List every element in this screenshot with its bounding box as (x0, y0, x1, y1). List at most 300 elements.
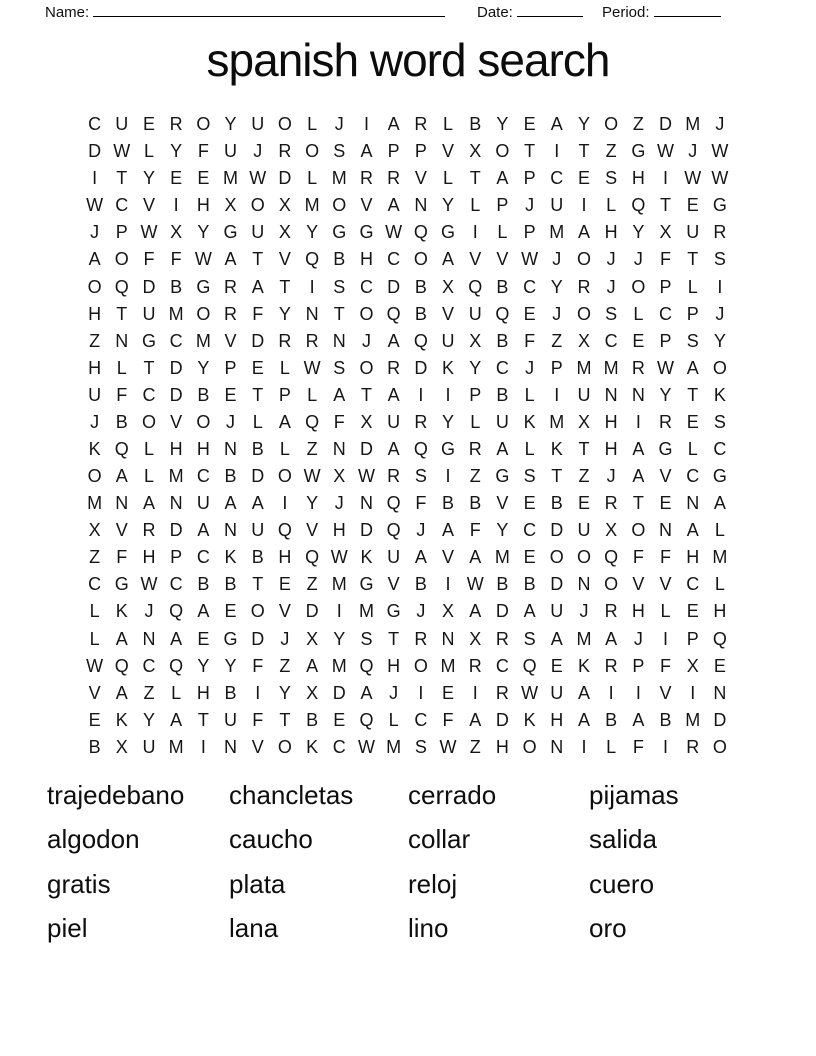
grid-letter: K (442, 357, 455, 378)
grid-letter: J (389, 682, 399, 703)
grid-letter: I (282, 493, 288, 514)
grid-letter: Z (143, 682, 155, 703)
grid-letter: J (715, 303, 725, 324)
grid-letter: C (169, 574, 183, 595)
grid-letter: W (521, 249, 539, 270)
grid-letter: Z (306, 574, 318, 595)
grid-letter: C (142, 384, 156, 405)
grid-letter: M (576, 357, 592, 378)
grid-letter: K (523, 709, 536, 730)
grid-letter: D (169, 520, 183, 541)
grid-letter: C (115, 195, 129, 216)
grid-letter: M (494, 547, 510, 568)
grid-letter: K (115, 709, 128, 730)
grid-letter: V (360, 195, 373, 216)
grid-letter: W (657, 141, 675, 162)
grid-letter: L (524, 438, 535, 459)
grid-letter: Y (469, 357, 482, 378)
grid-letter: L (143, 141, 154, 162)
grid-letter: B (251, 438, 264, 459)
grid-letter: I (472, 222, 478, 243)
word-bank-item: lana (229, 913, 279, 944)
grid-letter: Q (522, 655, 537, 676)
word-bank-item: caucho (229, 824, 313, 855)
grid-letter: J (144, 601, 154, 622)
grid-letter: M (168, 466, 184, 487)
grid-letter: S (333, 276, 346, 297)
grid-letter: H (713, 601, 727, 622)
grid-letter: J (525, 195, 535, 216)
grid-letter: M (331, 168, 347, 189)
grid-letter: Y (278, 303, 291, 324)
grid-letter: F (143, 249, 155, 270)
grid-letter: U (495, 411, 509, 432)
grid-letter: A (550, 114, 563, 135)
grid-letter: H (196, 195, 210, 216)
grid-letter: T (578, 141, 590, 162)
grid-letter: E (523, 547, 536, 568)
grid-letter: D (550, 520, 564, 541)
grid-letter: B (496, 384, 509, 405)
grid-letter: Y (713, 330, 726, 351)
grid-letter: T (333, 303, 345, 324)
grid-letter: K (360, 547, 373, 568)
grid-letter: Y (142, 168, 155, 189)
grid-letter: O (196, 411, 211, 432)
grid-letter: I (336, 601, 342, 622)
grid-letter: L (89, 601, 100, 622)
grid-letter: H (332, 520, 346, 541)
grid-letter: O (141, 411, 156, 432)
grid-letter: V (659, 466, 672, 487)
grid-letter: P (686, 628, 699, 649)
grid-letter: C (604, 330, 618, 351)
grid-letter: A (442, 249, 455, 270)
grid-letter: U (577, 520, 591, 541)
grid-letter: S (333, 357, 346, 378)
grid-letter: O (604, 574, 619, 595)
grid-letter: X (469, 628, 482, 649)
grid-letter: A (632, 438, 645, 459)
grid-letter: B (414, 276, 427, 297)
period-field (602, 2, 721, 21)
grid-letter: W (140, 222, 158, 243)
grid-letter: C (142, 655, 156, 676)
grid-letter: A (577, 222, 590, 243)
grid-letter: W (303, 466, 321, 487)
grid-letter: B (197, 574, 210, 595)
grid-letter: S (713, 411, 726, 432)
word-bank-item: chancletas (229, 779, 354, 810)
grid-letter: A (469, 601, 482, 622)
grid-letter: Z (551, 330, 563, 351)
grid-letter: R (278, 330, 292, 351)
grid-letter: O (413, 249, 428, 270)
grid-letter: P (632, 655, 645, 676)
grid-letter: A (577, 682, 590, 703)
grid-letter: Q (386, 520, 401, 541)
grid-letter: D (305, 601, 319, 622)
grid-letter: F (524, 330, 536, 351)
grid-letter: E (170, 168, 183, 189)
grid-letter: Z (578, 466, 590, 487)
grid-letter: I (663, 168, 669, 189)
grid-letter: O (631, 520, 646, 541)
grid-letter: K (88, 438, 101, 459)
grid-letter: A (170, 628, 183, 649)
grid-letter: B (414, 574, 427, 595)
grid-letter: N (359, 493, 373, 514)
grid-letter: E (197, 628, 210, 649)
grid-letter: W (86, 195, 104, 216)
grid-letter: B (251, 547, 264, 568)
grid-letter: S (414, 466, 427, 487)
grid-letter: J (579, 601, 589, 622)
grid-letter: K (224, 547, 237, 568)
grid-letter: E (251, 357, 264, 378)
grid-letter: V (414, 168, 427, 189)
grid-letter: Y (442, 411, 455, 432)
grid-letter: A (632, 466, 645, 487)
grid-letter: X (278, 195, 291, 216)
grid-letter: F (442, 709, 454, 730)
grid-letter: E (686, 411, 699, 432)
grid-letter: R (387, 168, 401, 189)
grid-letter: C (523, 276, 537, 297)
grid-letter: U (441, 330, 455, 351)
grid-letter: S (523, 466, 536, 487)
grid-letter: D (169, 384, 183, 405)
grid-letter: X (360, 411, 373, 432)
grid-letter: Z (279, 655, 291, 676)
grid-letter: G (712, 466, 727, 487)
grid-letter: H (196, 682, 210, 703)
grid-letter: I (445, 466, 451, 487)
grid-letter: C (332, 736, 346, 757)
grid-letter: S (605, 168, 618, 189)
grid-letter: G (332, 222, 347, 243)
grid-letter: B (496, 276, 509, 297)
grid-letter: H (604, 222, 618, 243)
grid-letter: O (87, 466, 102, 487)
grid-letter: I (635, 411, 641, 432)
grid-letter: L (714, 520, 725, 541)
grid-letter: F (116, 547, 128, 568)
grid-letter: F (660, 655, 672, 676)
grid-letter: G (441, 222, 456, 243)
grid-letter: L (497, 222, 508, 243)
grid-letter: N (115, 493, 129, 514)
grid-letter: W (439, 736, 457, 757)
grid-letter: U (142, 736, 156, 757)
grid-letter: H (196, 438, 210, 459)
grid-letter: G (712, 195, 727, 216)
grid-letter: E (278, 574, 291, 595)
grid-letter: A (360, 682, 373, 703)
grid-letter: L (660, 601, 671, 622)
grid-letter: C (686, 466, 700, 487)
grid-letter: G (223, 628, 238, 649)
grid-letter: W (385, 222, 403, 243)
grid-letter: L (116, 357, 127, 378)
grid-letter: M (331, 655, 347, 676)
grid-letter: B (224, 466, 237, 487)
grid-letter: V (442, 303, 455, 324)
grid-letter: B (333, 249, 346, 270)
grid-letter: A (306, 655, 319, 676)
grid-letter: G (114, 574, 129, 595)
grid-letter: I (554, 141, 560, 162)
grid-letter: V (659, 682, 672, 703)
grid-letter: U (251, 114, 265, 135)
grid-letter: F (116, 384, 128, 405)
grid-letter: L (252, 411, 263, 432)
grid-letter: A (387, 384, 400, 405)
grid-letter: M (685, 709, 701, 730)
grid-letter: W (711, 168, 729, 189)
grid-letter: G (359, 574, 374, 595)
grid-letter: F (197, 141, 209, 162)
grid-letter: U (224, 709, 238, 730)
grid-letter: T (360, 384, 372, 405)
grid-letter: V (306, 520, 319, 541)
grid-letter: P (469, 384, 482, 405)
grid-letter: V (469, 249, 482, 270)
grid-letter: Q (169, 655, 184, 676)
grid-letter: T (524, 141, 536, 162)
grid-letter: Q (277, 520, 292, 541)
grid-letter: Z (306, 438, 318, 459)
grid-letter: Q (468, 276, 483, 297)
grid-letter: G (631, 141, 646, 162)
grid-letter: A (197, 520, 210, 541)
grid-letter: O (114, 249, 129, 270)
grid-letter: B (605, 709, 618, 730)
grid-letter: A (387, 114, 400, 135)
grid-letter: E (523, 114, 536, 135)
grid-letter: I (663, 628, 669, 649)
grid-letter: Y (632, 222, 645, 243)
grid-letter: N (686, 493, 700, 514)
grid-letter: T (116, 168, 128, 189)
grid-letter: P (170, 547, 183, 568)
grid-letter: A (197, 601, 210, 622)
grid-letter: X (306, 682, 319, 703)
grid-letter: U (251, 520, 265, 541)
grid-letter: U (115, 114, 129, 135)
grid-letter: K (577, 655, 590, 676)
grid-letter: N (224, 520, 238, 541)
grid-letter: D (169, 357, 183, 378)
grid-letter: A (442, 520, 455, 541)
grid-letter: N (550, 736, 564, 757)
grid-letter: A (713, 493, 726, 514)
grid-letter: O (712, 736, 727, 757)
grid-letter: T (252, 384, 264, 405)
grid-letter: K (550, 438, 563, 459)
grid-letter: O (277, 736, 292, 757)
grid-letter: N (142, 628, 156, 649)
grid-letter: Y (170, 141, 183, 162)
grid-letter: B (224, 574, 237, 595)
grid-letter: X (469, 141, 482, 162)
grid-letter: M (168, 736, 184, 757)
grid-letter: F (660, 249, 672, 270)
grid-letter: V (659, 574, 672, 595)
grid-letter: E (224, 601, 237, 622)
grid-letter: V (142, 195, 155, 216)
grid-letter: M (195, 330, 211, 351)
grid-letter: M (168, 303, 184, 324)
grid-letter: N (414, 195, 428, 216)
word-bank-item: piel (47, 913, 88, 944)
grid-letter: F (252, 655, 264, 676)
grid-letter: N (631, 384, 645, 405)
grid-letter: C (686, 574, 700, 595)
grid-letter: P (686, 303, 699, 324)
grid-letter: I (717, 276, 723, 297)
grid-letter: O (495, 141, 510, 162)
grid-letter: V (278, 601, 291, 622)
grid-letter: E (333, 709, 346, 730)
grid-letter: J (606, 276, 616, 297)
grid-letter: R (169, 114, 183, 135)
grid-letter: W (657, 357, 675, 378)
grid-letter: N (441, 628, 455, 649)
grid-letter: Y (278, 682, 291, 703)
grid-letter: M (358, 601, 374, 622)
grid-letter: R (359, 168, 373, 189)
grid-letter: W (330, 547, 348, 568)
grid-letter: S (713, 249, 726, 270)
grid-letter: O (87, 276, 102, 297)
grid-letter: P (523, 222, 536, 243)
grid-letter: A (469, 709, 482, 730)
grid-letter: L (687, 276, 698, 297)
grid-letter: A (387, 195, 400, 216)
grid-letter: E (713, 655, 726, 676)
grid-letter: F (170, 249, 182, 270)
grid-letter: G (359, 222, 374, 243)
grid-letter: D (495, 601, 509, 622)
grid-letter: Y (142, 709, 155, 730)
grid-letter: H (686, 547, 700, 568)
grid-letter: Y (197, 357, 210, 378)
grid-letter: N (713, 682, 727, 703)
grid-letter: X (469, 330, 482, 351)
grid-letter: F (632, 547, 644, 568)
grid-letter: U (550, 682, 564, 703)
grid-letter: J (334, 114, 344, 135)
grid-letter: W (86, 655, 104, 676)
grid-letter: F (252, 303, 264, 324)
grid-letter: T (388, 628, 400, 649)
grid-letter: H (604, 411, 618, 432)
grid-letter: Z (632, 114, 644, 135)
grid-letter: Z (469, 466, 481, 487)
grid-letter: R (659, 411, 673, 432)
grid-letter: O (196, 303, 211, 324)
grid-letter: V (442, 547, 455, 568)
grid-letter: M (603, 357, 619, 378)
grid-letter: A (577, 709, 590, 730)
grid-letter: O (549, 547, 564, 568)
grid-letter: C (196, 466, 210, 487)
grid-letter: P (414, 141, 427, 162)
grid-letter: R (224, 303, 238, 324)
grid-letter: S (414, 736, 427, 757)
grid-letter: B (170, 276, 183, 297)
grid-letter: M (87, 493, 103, 514)
grid-letter: I (663, 736, 669, 757)
grid-letter: U (686, 222, 700, 243)
word-bank-item: pijamas (589, 779, 679, 810)
grid-letter: I (92, 168, 98, 189)
grid-letter: T (551, 466, 563, 487)
grid-letter: E (88, 709, 101, 730)
grid-letter: A (686, 357, 699, 378)
grid-letter: B (115, 411, 128, 432)
grid-letter: J (361, 330, 371, 351)
grid-letter: K (713, 384, 726, 405)
grid-letter: D (550, 574, 564, 595)
grid-letter: N (224, 438, 238, 459)
grid-letter: O (250, 195, 265, 216)
date-blank-line (517, 2, 583, 17)
grid-letter: L (687, 438, 698, 459)
grid-letter: D (659, 114, 673, 135)
grid-letter: O (576, 249, 591, 270)
grid-letter: V (224, 330, 237, 351)
grid-letter: T (252, 574, 264, 595)
grid-letter: H (88, 357, 102, 378)
grid-letter: Z (469, 736, 481, 757)
grid-letter: J (226, 411, 236, 432)
grid-letter: S (333, 141, 346, 162)
grid-letter: E (550, 655, 563, 676)
grid-letter: T (469, 168, 481, 189)
grid-letter: F (632, 736, 644, 757)
grid-letter: L (279, 357, 290, 378)
grid-letter: W (711, 141, 729, 162)
grid-letter: A (496, 438, 509, 459)
grid-letter: K (115, 601, 128, 622)
grid-letter: W (357, 736, 375, 757)
period-blank-line (654, 2, 721, 17)
grid-letter: H (631, 168, 645, 189)
grid-letter: J (552, 303, 562, 324)
grid-letter: A (496, 168, 509, 189)
grid-letter: W (521, 682, 539, 703)
grid-letter: M (386, 736, 402, 757)
grid-letter: U (468, 303, 482, 324)
grid-letter: R (414, 114, 428, 135)
grid-letter: A (224, 493, 237, 514)
grid-letter: M (549, 222, 565, 243)
grid-letter: V (442, 141, 455, 162)
grid-letter: A (333, 384, 346, 405)
grid-letter: T (279, 709, 291, 730)
grid-letter: J (606, 249, 616, 270)
grid-letter: I (608, 682, 614, 703)
grid-letter: Q (305, 249, 320, 270)
grid-letter: H (604, 438, 618, 459)
grid-letter: F (660, 547, 672, 568)
grid-letter: I (581, 195, 587, 216)
grid-letter: R (414, 628, 428, 649)
grid-letter: F (333, 411, 345, 432)
grid-letter: D (387, 276, 401, 297)
